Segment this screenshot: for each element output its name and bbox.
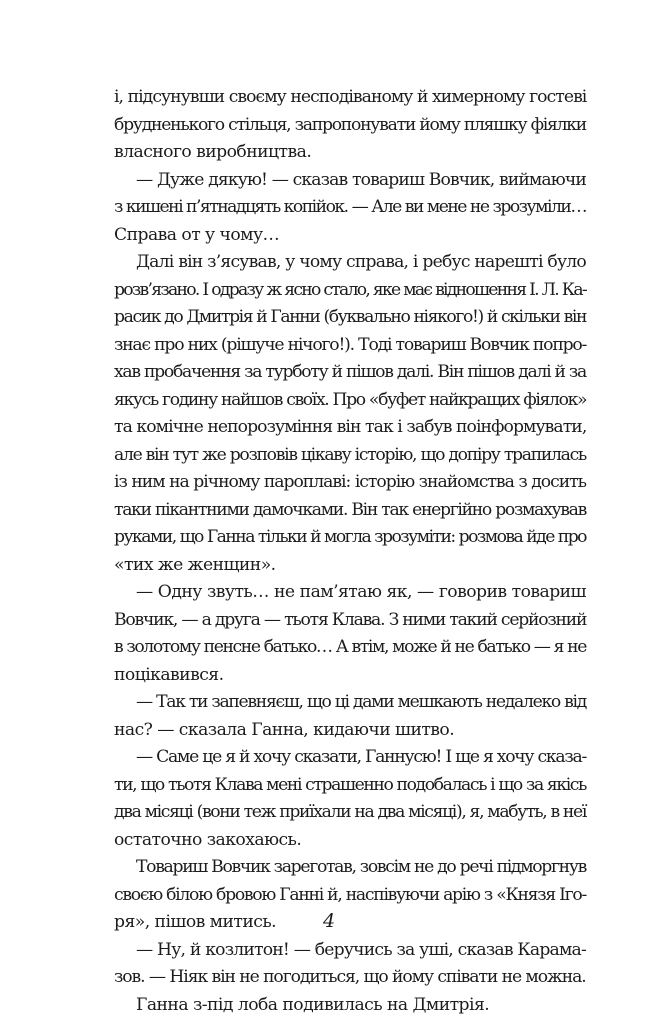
text-line: «тих же женщин».: [114, 554, 276, 575]
text-line: із ним на річному пароплаві: історію знайомства з досить: [114, 472, 586, 492]
text-line: — Саме це я й хочу сказати, Ганнусю! І ще я хочу сказа-: [136, 747, 586, 767]
text-line: своєю білою бровою Ганні й, наспівуючи арію з «Князя Іго-: [114, 884, 586, 905]
text-line: поцікавився.: [114, 664, 224, 685]
text-line: Далі він з’ясував, у чому справа, і ребус нарешті було: [136, 252, 586, 272]
text-line: розв’язано. І одразу ж ясно стало, яке має відношення І. Л. Ка-: [114, 279, 586, 300]
page-number: 4: [322, 910, 336, 932]
text-line: — Одну звуть… не пам’ятаю як, — говорив товариш: [136, 582, 586, 602]
text-line: але він тут же розповів цікаву історію, що допіру трапилась: [114, 444, 586, 465]
text-line: — Дуже дякую! — сказав товариш Вовчик, виймаючи: [136, 169, 586, 190]
text-line: нас? — сказала Ганна, кидаючи шитво.: [114, 719, 455, 740]
text-line: ря», пішов митись.: [114, 912, 277, 932]
text-line: Товариш Вовчик зареготав, зовсім не до речі підморгнув: [136, 857, 586, 877]
text-line: і, підсунувши своєму несподіваному й химерному гостеві: [114, 87, 587, 107]
text-line: знає про них (рішуче нічого!). Тоді товариш Вовчик попро-: [114, 334, 587, 355]
body-text: [114, 84, 586, 1019]
text-line: якусь годину найшов своїх. Про «буфет найкращих фіялок»: [114, 389, 587, 410]
text-line: власного виробництва.: [114, 142, 312, 162]
text-line: зов. — Ніяк він не погодиться, що йому співати не можна.: [114, 967, 586, 987]
text-line: Вовчик, — а друга — тьотя Клава. З ними такий серйозний: [114, 609, 587, 630]
text-line: расик до Дмитрія й Ганни (буквально ніякого!) й скільки він: [114, 307, 587, 327]
text-line: — Ну, й козлитон! — беручись за уші, сказав Карама-: [136, 939, 586, 960]
text-line: руками, що Ганна тільки й могла зрозуміти: розмова йде про: [114, 527, 586, 547]
text-line: Ганна з-під лоба подивилась на Дмитрія.: [136, 994, 490, 1015]
text-line: та комічне непорозуміння він так і забув поінформувати,: [114, 417, 587, 437]
text-line: хав пробачення за турботу й пішов далі. Він пішов далі й за: [114, 362, 586, 382]
text-line: ти, що тьотя Клава мені страшенно подобалась і що за якісь: [114, 774, 586, 795]
text-line: два місяці (вони теж приїхали на два місяці), я, мабуть, в неї: [114, 802, 587, 822]
text-line: — Так ти запевняєш, що ці дами мешкають недалеко від: [136, 692, 586, 712]
text-line: Справа от у чому…: [114, 224, 280, 245]
text-line: з кишені п’ятнадцять копійок. — Але ви мене не зрозуміли…: [114, 197, 586, 217]
text-line: брудненького стільця, запропонувати йому пляшку фіялки: [114, 114, 586, 135]
text-line: таки пікантними дамочками. Він так енергійно розмахував: [114, 499, 586, 520]
text-line: остаточно закохаюсь.: [114, 829, 302, 850]
text-line: в золотому пенсне батько… А втім, може й не батько — я не: [114, 637, 586, 657]
